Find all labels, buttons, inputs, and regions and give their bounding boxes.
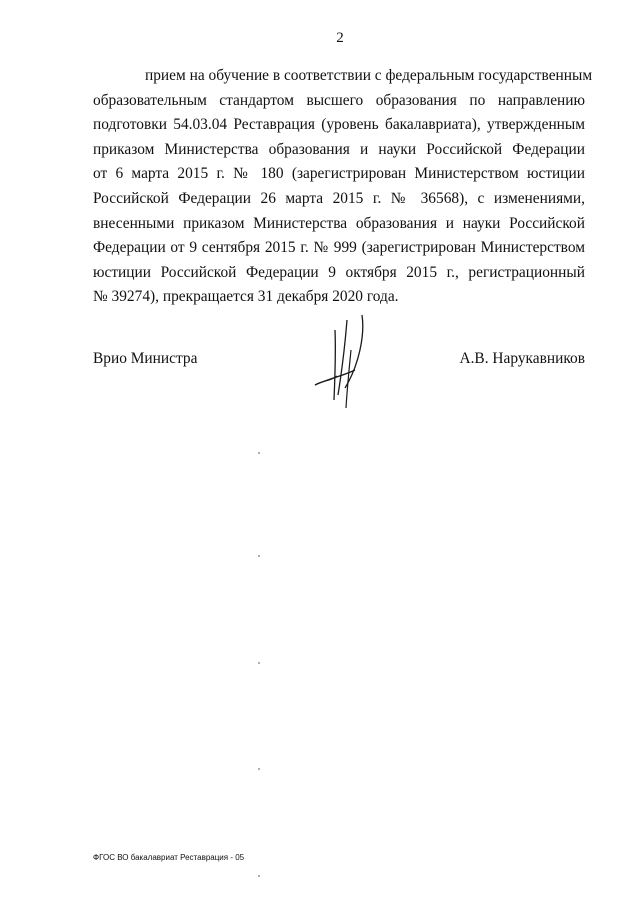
signer-title: Врио Министра — [93, 350, 198, 367]
body-line: приказом Министерства образования и науки Российской Федерации — [93, 140, 585, 158]
body-line: внесенными приказом Министерства образования и науки Российской — [93, 214, 585, 232]
signer-name: А.В. Нарукавников — [459, 350, 585, 367]
handwritten-signature — [305, 310, 385, 410]
body-line: юстиции Российской Федерации 9 октября 2015 г., регистрационный — [93, 263, 585, 281]
body-line: Российской Федерации 26 марта 2015 г. № 36568), с изменениями, — [93, 189, 585, 207]
body-line: № 39274), прекращается 31 декабря 2020 года. — [93, 288, 399, 306]
scan-mark — [258, 555, 260, 557]
footer-reference: ФГОС ВО бакалавриат Реставрация - 05 — [93, 853, 245, 862]
body-line: образовательным стандартом высшего образования по направлению — [93, 91, 585, 109]
scan-mark — [258, 875, 260, 877]
scan-mark — [258, 452, 260, 454]
body-line: прием на обучение в соответствии с федеральным государственным — [145, 67, 593, 84]
scan-mark — [258, 768, 260, 770]
body-paragraph — [93, 64, 593, 310]
scan-mark — [258, 662, 260, 664]
body-line: Федерации от 9 сентября 2015 г. № 999 (зарегистрирован Министерством — [93, 239, 585, 257]
body-line: от 6 марта 2015 г. № 180 (зарегистрирован Министерством юстиции — [93, 165, 585, 183]
page-number: 2 — [336, 30, 344, 46]
body-line: подготовки 54.03.04 Реставрация (уровень бакалавриата), утвержденным — [93, 116, 585, 134]
